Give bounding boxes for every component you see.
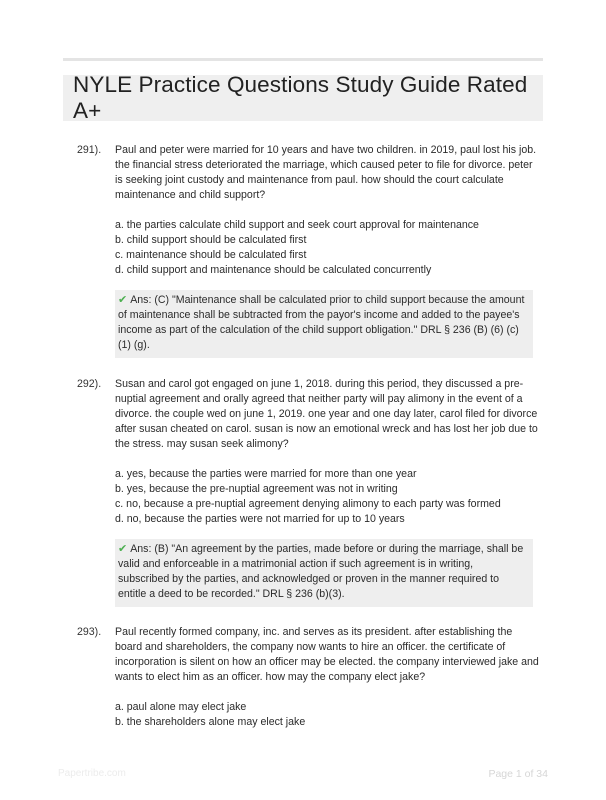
options-list bbox=[115, 467, 541, 527]
answer-box bbox=[115, 290, 533, 358]
page-title: NYLE Practice Questions Study Guide Rated A+ bbox=[73, 72, 528, 123]
option-a: a. paul alone may elect jake bbox=[115, 701, 247, 713]
options-list bbox=[115, 700, 541, 730]
option-d: d. no, because the parties were not married for up to 10 years bbox=[115, 513, 405, 525]
question-body bbox=[115, 143, 541, 358]
page-indicator: Page 1 of 34 bbox=[488, 768, 548, 780]
answer-box bbox=[115, 539, 533, 607]
question-stem: Paul and peter were married for 10 years and have two children. in 2019, paul lost his job. the financial stress deteriorated the marriage, which caused peter to file for divorce. peter is seeking joint custody and maintenance from paul. how should the court calculate maintenance and child support? bbox=[115, 144, 537, 201]
option-b: b. yes, because the pre-nuptial agreement was not in writing bbox=[115, 483, 398, 495]
answer-text-wrapper bbox=[118, 542, 527, 602]
option-c: c. no, because a pre-nuptial agreement denying alimony to each party was formed bbox=[115, 498, 501, 510]
option-b: b. the shareholders alone may elect jake bbox=[115, 716, 306, 728]
options-list bbox=[115, 218, 541, 278]
question-stem: Paul recently formed company, inc. and serves as its president. after establishing the board and shareholders, the company now wants to hire an officer. the certificate of incorporation is silent on how an officer may be elected. the company interviewed jake and wants to elect him as an officer. how may the company elect jake? bbox=[115, 626, 539, 683]
option-d: d. child support and maintenance should be calculated concurrently bbox=[115, 264, 432, 276]
question-number: 293). bbox=[77, 626, 102, 638]
check-icon: ✔ bbox=[118, 294, 128, 306]
check-icon: ✔ bbox=[118, 543, 128, 555]
answer-text: Ans: (B) "An agreement by the parties, made before or during the marriage, shall be valid and enforceable in a matrimonial action if such agreement is in writing, subscribed by the parties, and acknowledged or proven in the manner required to entitle a deed to be recorded." DRL § 236 (b)(3). bbox=[118, 543, 524, 600]
question-body bbox=[115, 377, 541, 607]
answer-text-wrapper bbox=[118, 293, 527, 353]
option-a: a. yes, because the parties were married for more than one year bbox=[115, 468, 417, 480]
option-c: c. maintenance should be calculated first bbox=[115, 249, 307, 261]
question-stem: Susan and carol got engaged on june 1, 2018. during this period, they discussed a pre-nuptial agreement and orally agreed that neither party will pay alimony in the event of a divorce. the couple wed on june 1, 2019. one year and one day later, carol filed for divorce after susan cheated on carol. susan is now an emotional wreck and has lost her job due to the stress. may susan seek alimony? bbox=[115, 378, 538, 450]
top-divider bbox=[63, 58, 543, 61]
question-number: 291). bbox=[77, 144, 102, 156]
option-a: a. the parties calculate child support and seek court approval for maintenance bbox=[115, 219, 479, 231]
question-body bbox=[115, 625, 541, 730]
answer-text: Ans: (C) "Maintenance shall be calculated prior to child support because the amount of maintenance shall be subtracted from the payor's income and added to the payee's income as part of the calculation of the child support obligation." DRL § 236 (B) (6) (c) (1) (g). bbox=[118, 294, 525, 351]
footer-watermark: Papertribe.com bbox=[58, 768, 126, 779]
title-banner bbox=[63, 72, 543, 123]
question-number: 292). bbox=[77, 378, 102, 390]
option-b: b. child support should be calculated first bbox=[115, 234, 307, 246]
